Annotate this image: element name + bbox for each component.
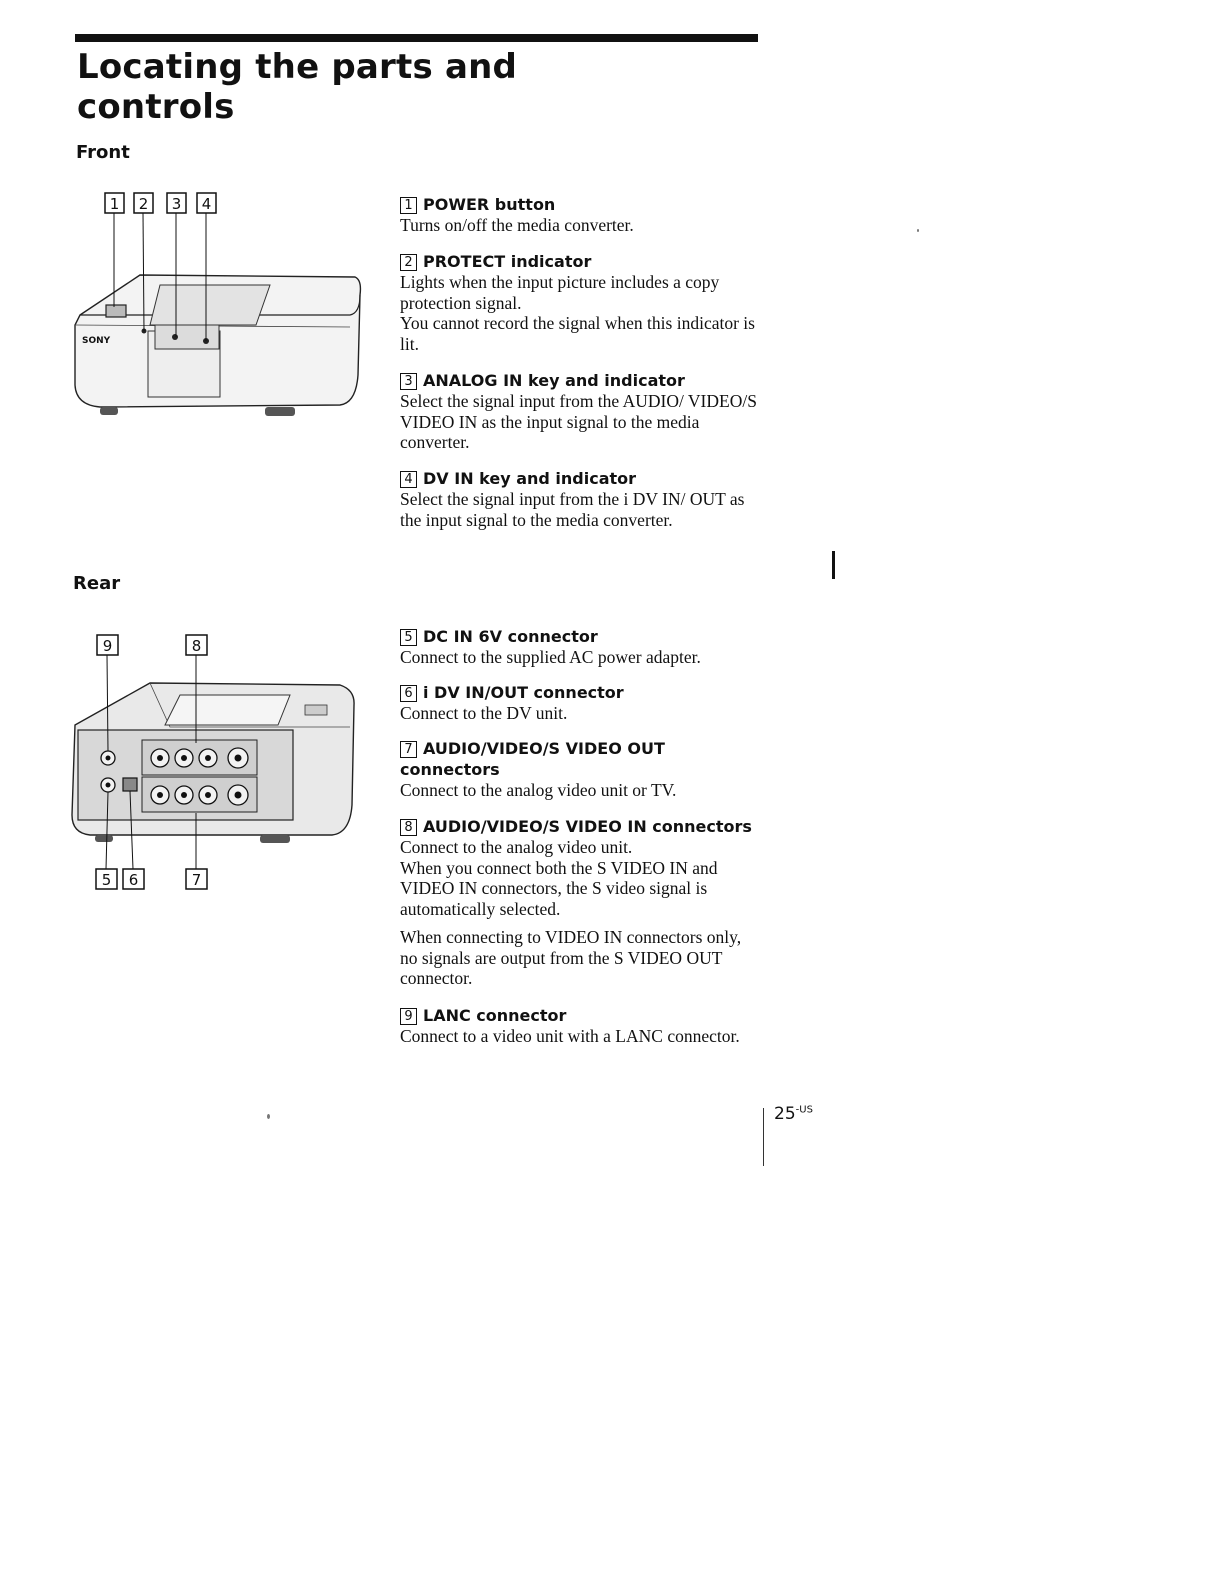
item-name: AUDIO/VIDEO/S VIDEO OUT connectors bbox=[400, 739, 665, 779]
front-callout-1: 1 bbox=[109, 195, 120, 213]
front-panel-illustration bbox=[60, 185, 380, 445]
rear-panel-illustration bbox=[60, 625, 380, 900]
item-description: Connect to a video unit with a LANC connector. bbox=[400, 1026, 740, 1046]
item-description: Connect to the analog video unit. When you connect both the S VIDEO IN and VIDEO IN connectors, the S video signal is automatically selected. bbox=[400, 837, 718, 919]
page-number-value: 25 bbox=[774, 1104, 796, 1124]
scan-speck bbox=[917, 229, 919, 232]
item-number: 8 bbox=[400, 819, 417, 836]
item-heading bbox=[400, 682, 760, 703]
brand-logo-front: SONY bbox=[82, 336, 111, 346]
rear-item-6 bbox=[400, 682, 760, 724]
rear-item-5 bbox=[400, 626, 760, 668]
rear-item-9 bbox=[400, 1005, 760, 1047]
item-name: PROTECT indicator bbox=[423, 252, 592, 271]
item-number: 7 bbox=[400, 741, 417, 758]
front-item-1 bbox=[400, 194, 760, 236]
item-heading bbox=[400, 738, 700, 780]
front-item-4 bbox=[400, 468, 760, 530]
rear-callout-7: 7 bbox=[191, 871, 202, 889]
item-description: Select the signal input from the i DV IN/ OUT as the input signal to the media converter. bbox=[400, 489, 745, 530]
item-description: Connect to the DV unit. bbox=[400, 703, 568, 723]
item-description: Turns on/off the media converter. bbox=[400, 215, 634, 235]
item-heading bbox=[400, 194, 760, 215]
front-callout-3: 3 bbox=[171, 195, 182, 213]
item-heading bbox=[400, 468, 760, 489]
front-item-3 bbox=[400, 370, 760, 453]
title-rule bbox=[75, 34, 758, 42]
item-name: DC IN 6V connector bbox=[423, 627, 598, 646]
change-bar bbox=[832, 551, 835, 579]
page-number-rule bbox=[763, 1108, 764, 1166]
item-description: Connect to the analog video unit or TV. bbox=[400, 780, 677, 800]
item-name: LANC connector bbox=[423, 1006, 567, 1025]
item-description: Connect to the supplied AC power adapter. bbox=[400, 647, 701, 667]
section-heading-rear: Rear bbox=[73, 573, 121, 594]
front-item-2 bbox=[400, 251, 760, 354]
rear-callout-6: 6 bbox=[128, 871, 139, 889]
scan-speck bbox=[267, 1114, 270, 1119]
page-number bbox=[774, 1104, 813, 1124]
item-note: When connecting to VIDEO IN connectors only, no signals are output from the S VIDEO OUT connector. bbox=[400, 927, 742, 988]
item-name: POWER button bbox=[423, 195, 556, 214]
item-number: 2 bbox=[400, 254, 417, 271]
page-title: Locating the parts and controls bbox=[77, 47, 518, 127]
front-callout-4: 4 bbox=[201, 195, 212, 213]
item-heading bbox=[400, 816, 760, 837]
rear-callout-5: 5 bbox=[101, 871, 112, 889]
item-number: 4 bbox=[400, 471, 417, 488]
item-name: AUDIO/VIDEO/S VIDEO IN connectors bbox=[423, 817, 752, 836]
item-heading bbox=[400, 251, 760, 272]
item-name: ANALOG IN key and indicator bbox=[423, 371, 685, 390]
item-number: 1 bbox=[400, 197, 417, 214]
rear-callout-8: 8 bbox=[191, 637, 202, 655]
item-heading bbox=[400, 626, 760, 647]
item-description: Lights when the input picture includes a copy protection signal. You cannot record the signal when this indicator is lit. bbox=[400, 272, 755, 354]
item-heading bbox=[400, 1005, 760, 1026]
item-number: 5 bbox=[400, 629, 417, 646]
rear-callout-9: 9 bbox=[102, 637, 113, 655]
item-description: Select the signal input from the AUDIO/ VIDEO/S VIDEO IN as the input signal to the media converter. bbox=[400, 391, 757, 452]
rear-item-8 bbox=[400, 816, 760, 989]
section-heading-front: Front bbox=[76, 142, 130, 163]
item-number: 6 bbox=[400, 685, 417, 702]
item-number: 9 bbox=[400, 1008, 417, 1025]
item-heading bbox=[400, 370, 760, 391]
front-callout-2: 2 bbox=[138, 195, 149, 213]
item-name: i DV IN/OUT connector bbox=[423, 683, 624, 702]
item-number: 3 bbox=[400, 373, 417, 390]
item-name: DV IN key and indicator bbox=[423, 469, 637, 488]
rear-item-7 bbox=[400, 738, 700, 801]
page-number-suffix: -US bbox=[795, 1104, 813, 1116]
